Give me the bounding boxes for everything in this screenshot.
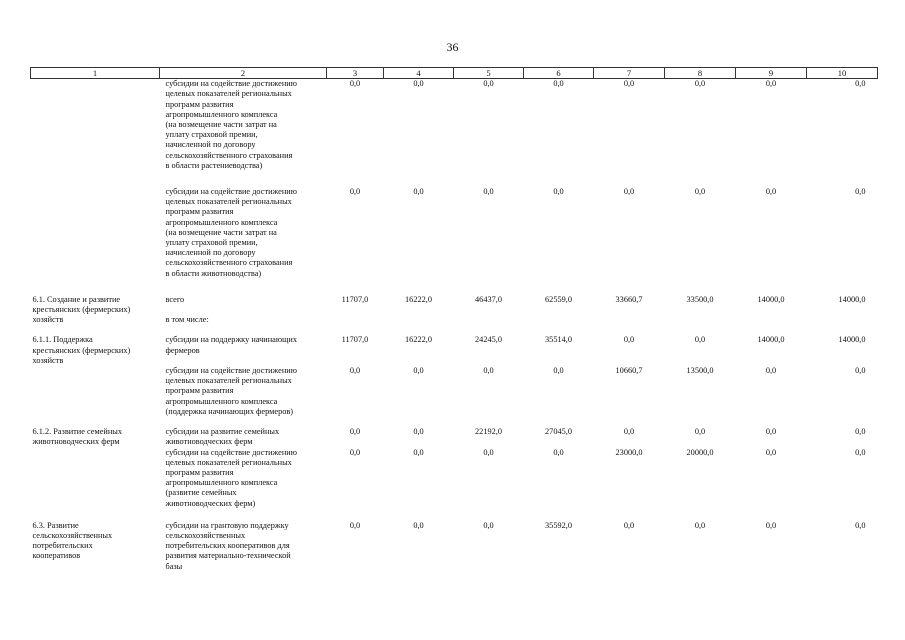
budget-table: [30, 67, 878, 572]
description-cell: субсидии на грантовую поддержку сельскохозяйственных потребительских кооперативов для развития материально-технической базы: [165, 520, 291, 571]
value-cell-col-8: 0,0: [694, 520, 706, 530]
spacer-cell: [31, 171, 878, 187]
row-spacer: [31, 509, 878, 521]
section-name-cell: [31, 366, 160, 417]
value-cell-col-4: 0,0: [413, 187, 424, 197]
section-name-cell: [31, 79, 160, 171]
header-row: [31, 68, 878, 79]
table-row: [31, 335, 878, 366]
spacer-cell: [31, 417, 878, 427]
section-name-cell: 6.1.2. Развитие семейных животноводческих ферм: [32, 427, 122, 447]
page-number: 36: [446, 40, 459, 54]
value-cell-col-5: 0,0: [483, 366, 494, 376]
value-cell-col-9: 0,0: [765, 520, 777, 530]
value-cell-col-10: 14000,0: [838, 294, 866, 304]
value-cell-col-3: 11707,0: [341, 335, 369, 345]
description-cell: субсидии на содействие достижению целевых показателей региональных программ развития агропромышленного комплекса (развитие семейных животноводческих ферм): [165, 447, 297, 508]
value-cell-col-7: 0,0: [623, 427, 635, 437]
row-spacer: [31, 417, 878, 427]
table-row: [31, 448, 878, 509]
value-cell-col-7: 33660,7: [615, 294, 643, 304]
value-cell-col-4: 16222,0: [405, 294, 432, 304]
col-header-7: 7: [594, 68, 665, 79]
spacer-cell: [31, 509, 878, 521]
value-cell-col-6: 0,0: [553, 187, 564, 197]
value-cell-col-4: 16222,0: [405, 335, 432, 345]
value-cell-col-4: 0,0: [413, 427, 424, 437]
col-header-10: 10: [807, 68, 878, 79]
description-cell: субсидии на содействие достижению целевых показателей региональных программ развития агропромышленного комплекса (поддержка начинающих фермеров): [165, 366, 297, 416]
value-cell-col-4: 0,0: [413, 366, 424, 376]
value-cell-col-9: 0,0: [765, 366, 777, 376]
col-header-3: 3: [327, 68, 384, 79]
value-cell-col-3: 0,0: [349, 447, 361, 457]
section-name-cell: 6.3. Развитие сельскохозяйственных потребительских кооперативов: [32, 520, 113, 561]
value-cell-col-6: 35514,0: [545, 335, 572, 345]
description-cell: субсидии на развитие семейных животноводческих ферм: [165, 427, 280, 447]
value-cell-col-4: 0,0: [413, 79, 424, 89]
value-cell-col-5: 0,0: [483, 187, 494, 197]
value-cell-col-7: 23000,0: [615, 447, 643, 457]
description-cell: субсидии на содействие достижению целевых показателей региональных программ развития агропромышленного комплекса (на возмещение части затрат на уплату страховой премии, начисленной по договору сельскохозяйственного страхования в области животноводства): [165, 187, 297, 278]
value-cell-col-10: 0,0: [855, 447, 866, 457]
value-cell-col-4: 0,0: [413, 520, 424, 530]
value-cell-col-10: 0,0: [855, 187, 866, 197]
value-cell-col-8: 0,0: [694, 79, 706, 89]
description-cell: субсидии на поддержку начинающих фермеров: [165, 335, 298, 355]
table-row: [31, 427, 878, 447]
value-cell-col-7: 10660,7: [615, 366, 643, 376]
value-cell-col-5: 22192,0: [475, 427, 502, 437]
value-cell-col-9: 0,0: [765, 427, 777, 437]
value-cell-col-6: 0,0: [553, 366, 564, 376]
col-header-6: 6: [524, 68, 594, 79]
table-row: [31, 79, 878, 171]
value-cell-col-8: 0,0: [694, 427, 706, 437]
value-cell-col-7: 0,0: [623, 187, 635, 197]
value-cell-col-10: 0,0: [855, 427, 866, 437]
value-cell-col-10: 0,0: [855, 366, 866, 376]
col-header-4: 4: [384, 68, 454, 79]
value-cell-col-3: 0,0: [349, 520, 361, 530]
value-cell-col-8: 0,0: [694, 335, 706, 345]
spacer-cell: [31, 279, 878, 295]
row-spacer: [31, 171, 878, 187]
value-cell-col-6: 62559,0: [545, 294, 572, 304]
value-cell-col-7: 0,0: [623, 79, 635, 89]
value-cell-col-6: 0,0: [553, 79, 564, 89]
value-cell-col-6: 35592,0: [545, 520, 572, 530]
table-row: [31, 187, 878, 279]
value-cell-col-7: 0,0: [623, 335, 635, 345]
value-cell-col-5: 0,0: [483, 447, 494, 457]
value-cell-col-9: 14000,0: [757, 294, 785, 304]
col-header-8: 8: [665, 68, 736, 79]
table-row: [31, 295, 878, 326]
value-cell-col-10: 0,0: [855, 79, 866, 89]
description-cell: всего в том числе:: [165, 294, 209, 325]
value-cell-col-7: 0,0: [623, 520, 635, 530]
value-cell-col-5: 24245,0: [475, 335, 502, 345]
value-cell-col-6: 0,0: [553, 447, 564, 457]
value-cell-col-3: 11707,0: [341, 294, 369, 304]
table-row: [31, 521, 878, 572]
section-name-cell: 6.1.1. Поддержка крестьянских (фермерских) хозяйств: [32, 335, 131, 365]
col-header-1: 1: [31, 68, 160, 79]
row-spacer: [31, 279, 878, 295]
value-cell-col-3: 0,0: [349, 187, 361, 197]
table-row: [31, 366, 878, 417]
description-cell: субсидии на содействие достижению целевых показателей региональных программ развития агропромышленного комплекса (на возмещение части затрат на уплату страховой премии, начисленной по договору сельскохозяйственного страхования в области растениеводства): [165, 79, 297, 170]
value-cell-col-9: 0,0: [765, 79, 777, 89]
value-cell-col-9: 0,0: [765, 447, 777, 457]
section-name-cell: [31, 187, 160, 279]
col-header-5: 5: [454, 68, 524, 79]
value-cell-col-3: 0,0: [349, 427, 361, 437]
value-cell-col-10: 14000,0: [838, 335, 866, 345]
section-name-cell: 6.1. Создание и развитие крестьянских (фермерских) хозяйств: [32, 294, 131, 325]
value-cell-col-6: 27045,0: [545, 427, 572, 437]
value-cell-col-5: 46437,0: [475, 294, 502, 304]
value-cell-col-10: 0,0: [855, 520, 866, 530]
value-cell-col-9: 0,0: [765, 187, 777, 197]
section-name-cell: [31, 448, 160, 509]
value-cell-col-8: 20000,0: [686, 447, 714, 457]
value-cell-col-4: 0,0: [413, 447, 424, 457]
spacer-cell: [31, 325, 878, 335]
value-cell-col-8: 33500,0: [686, 294, 714, 304]
value-cell-col-5: 0,0: [483, 520, 494, 530]
value-cell-col-9: 14000,0: [757, 335, 785, 345]
col-header-9: 9: [736, 68, 807, 79]
value-cell-col-5: 0,0: [483, 79, 494, 89]
row-spacer: [31, 325, 878, 335]
value-cell-col-3: 0,0: [349, 79, 361, 89]
value-cell-col-8: 0,0: [694, 187, 706, 197]
value-cell-col-3: 0,0: [349, 366, 361, 376]
value-cell-col-8: 13500,0: [686, 366, 714, 376]
col-header-2: 2: [160, 68, 327, 79]
